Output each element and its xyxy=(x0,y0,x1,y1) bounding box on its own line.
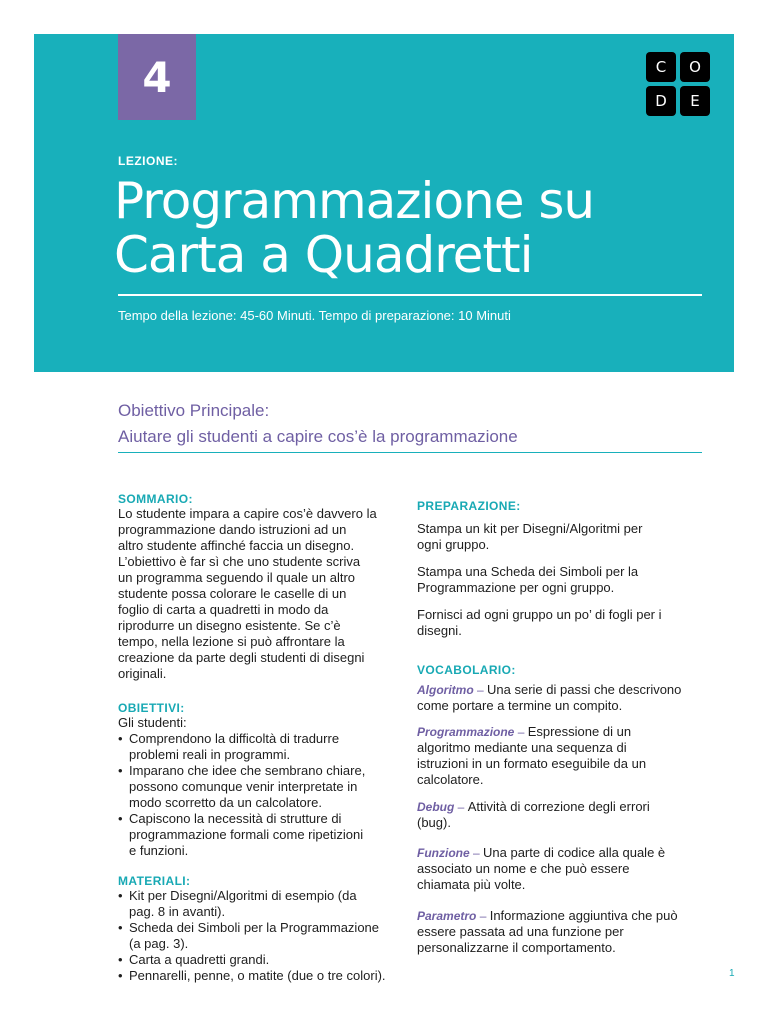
list-item: • Comprendono la difficoltà di tradurre problemi reali in programmi. xyxy=(118,731,406,763)
lesson-banner xyxy=(34,34,734,372)
materials-list xyxy=(118,888,406,984)
title-line-2: Carta a Quadretti xyxy=(114,226,533,284)
summary-text xyxy=(118,506,406,682)
objective-heading: Obiettivo Principale: xyxy=(118,401,270,420)
summary-line: foglio di carta a quadretti in modo da xyxy=(118,602,329,617)
preparation-paragraph: Fornisci ad ogni gruppo un po’ di fogli per i disegni. xyxy=(417,607,662,638)
lesson-number: 4 xyxy=(118,34,196,120)
materials-heading: MATERIALI: xyxy=(118,874,191,888)
vocabulary-heading: VOCABOLARIO: xyxy=(417,663,516,677)
list-item: • Imparano che idee che sembrano chiare, possono comunque venir interpretate in modo scorretto da un calcolatore. xyxy=(118,763,406,811)
objective-divider xyxy=(118,452,702,453)
logo-letter-c: C xyxy=(646,52,676,82)
vocab-term: Parametro xyxy=(417,909,477,923)
list-item: • Kit per Disegni/Algoritmi di esempio (da pag. 8 in avanti). xyxy=(118,888,406,920)
summary-line: programmazione dando istruzioni ad un xyxy=(118,522,347,537)
objectives-list xyxy=(118,731,406,859)
summary-line: un programma seguendo il quale un altro xyxy=(118,570,356,585)
lesson-time: Tempo della lezione: 45-60 Minuti. Tempo di preparazione: 10 Minuti xyxy=(118,308,511,323)
logo-letter-e: E xyxy=(680,86,710,116)
objectives-intro: Gli studenti: xyxy=(118,715,187,730)
summary-line: altro studente affinché faccia un disegno. xyxy=(118,538,355,553)
preparation-heading: PREPARAZIONE: xyxy=(417,499,521,513)
logo-letter-o: O xyxy=(680,52,710,82)
title-line-1: Programmazione su xyxy=(114,172,595,230)
vocab-term: Funzione xyxy=(417,846,470,860)
vocab-term: Programmazione xyxy=(417,725,515,739)
list-item: • Scheda dei Simboli per la Programmazione (a pag. 3). xyxy=(118,920,406,952)
summary-line: creazione da parte degli studenti di disegni xyxy=(118,650,365,665)
vocab-item: Algoritmo – Una serie di passi che descrivono come portare a termine un compito. xyxy=(417,682,682,713)
summary-line: tempo, nella lezione si può affrontare la xyxy=(118,634,345,649)
right-column xyxy=(417,499,707,956)
list-item: • Pennarelli, penne, o matite (due o tre colori). xyxy=(118,968,406,984)
lesson-title xyxy=(114,174,714,282)
summary-line: L’obiettivo è far sì che uno studente scriva xyxy=(118,554,361,569)
summary-line: originali. xyxy=(118,666,167,681)
summary-line: studente possa colorare le caselle di un xyxy=(118,586,347,601)
page-number: 1 xyxy=(729,968,735,979)
objectives-heading: OBIETTIVI: xyxy=(118,701,185,715)
vocab-item: Programmazione – Espressione di un algoritmo mediante una sequenza di istruzioni in un formato eseguibile da un calcolatore. xyxy=(417,724,647,787)
code-logo xyxy=(646,52,710,116)
banner-divider xyxy=(118,294,702,296)
vocab-item: Debug – Attività di correzione degli errori (bug). xyxy=(417,799,650,830)
list-item: • Carta a quadretti grandi. xyxy=(118,952,406,968)
preparation-paragraph: Stampa un kit per Disegni/Algoritmi per ogni gruppo. xyxy=(417,521,643,552)
main-objective xyxy=(118,398,702,450)
vocab-item: Parametro – Informazione aggiuntiva che può essere passata ad una funzione per personalizzarne il comportamento. xyxy=(417,908,678,955)
left-column xyxy=(118,492,406,984)
lesson-label: LEZIONE: xyxy=(118,154,178,168)
vocab-term: Debug xyxy=(417,800,455,814)
preparation-paragraph: Stampa una Scheda dei Simboli per la Programmazione per ogni gruppo. xyxy=(417,564,639,595)
summary-line: Lo studente impara a capire cos’è davvero la xyxy=(118,506,377,521)
objective-text: Aiutare gli studenti a capire cos’è la programmazione xyxy=(118,427,518,446)
summary-line: riprodurre un disegno esistente. Se c’è xyxy=(118,618,341,633)
summary-heading: SOMMARIO: xyxy=(118,492,193,506)
vocab-term: Algoritmo xyxy=(417,683,474,697)
list-item: • Capiscono la necessità di strutture di programmazione formali come ripetizioni e funzioni. xyxy=(118,811,406,859)
logo-letter-d: D xyxy=(646,86,676,116)
vocab-item: Funzione – Una parte di codice alla quale è associato un nome e che può essere chiamata più volte. xyxy=(417,845,666,892)
